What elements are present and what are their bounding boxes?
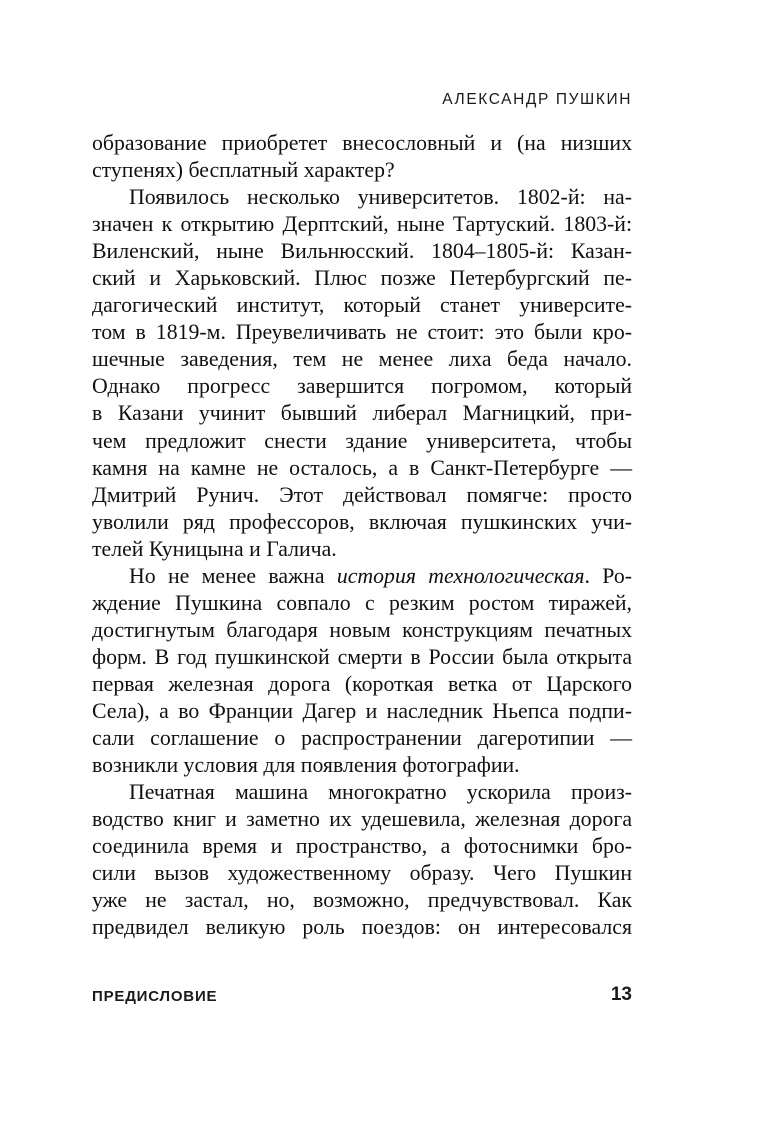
italic-emphasis: история технологическая	[336, 563, 585, 588]
text-line: ступенях) бесплатный характер?	[92, 158, 395, 183]
footer-section-title: ПРЕДИСЛОВИЕ	[92, 988, 218, 1005]
text-line: сили вызов художественному образу. Чего Пушкин	[92, 861, 632, 886]
page-number: 13	[610, 984, 632, 1005]
text-line: сали соглашение о распространении дагеротипии —	[92, 726, 632, 751]
text-line: Появилось несколько университетов. 1802-й: на-	[129, 185, 632, 210]
text-run: . Ро-	[584, 563, 632, 588]
text-line: том в 1819-м. Преувеличивать не стоит: это были кро-	[92, 320, 632, 345]
text-line: чем предложит снести здание университета, чтобы	[92, 428, 632, 453]
text-line: Виленский, ныне Вильнюсский. 1804–1805-й: Казан-	[92, 239, 632, 264]
body-text	[92, 130, 632, 941]
text-line: Дмитрий Рунич. Этот действовал помягче: просто	[92, 482, 632, 507]
text-line: ский и Харьковский. Плюс позже Петербургский пе-	[92, 266, 632, 291]
text-line: шечные заведения, тем не менее лиха беда начало.	[92, 347, 632, 372]
text-line: форм. В год пушкинской смерти в России была открыта	[92, 644, 632, 669]
text-line: образование приобретет внесословный и (на низших	[92, 131, 632, 155]
text-line: значен к открытию Дерптский, ныне Тартуский. 1803-й:	[92, 212, 632, 237]
text-line: телей Куницына и Галича.	[92, 536, 337, 561]
text-line: водство книг и заметно их удешевила, железная дорога	[92, 807, 632, 832]
text-line: первая железная дорога (короткая ветка от Царского	[92, 671, 632, 696]
text-line: уволили ряд профессоров, включая пушкинских учи-	[92, 509, 632, 534]
paragraph-1	[92, 130, 632, 184]
text-line: Печатная машина многократно ускорила произ-	[129, 780, 632, 805]
text-run: Но не менее важна	[129, 563, 337, 588]
text-line: дагогический институт, который станет университе-	[92, 293, 632, 318]
text-line: Однако прогресс завершится погромом, который	[92, 374, 632, 399]
paragraph-3	[92, 563, 632, 779]
text-line: в Казани учинит бывший либерал Магницкий, при-	[92, 401, 632, 426]
text-line	[92, 563, 632, 590]
text-line: уже не застал, но, возможно, предчувствовал. Как	[92, 888, 632, 913]
text-line: возникли условия для появления фотографии.	[92, 753, 520, 778]
text-line: камня на камне не осталось, а в Санкт-Петербурге —	[92, 455, 632, 480]
running-head: АЛЕКСАНДР ПУШКИН	[442, 91, 632, 108]
text-line: ждение Пушкина совпало с резким ростом тиражей,	[92, 590, 632, 615]
text-line: Села), а во Франции Дагер и наследник Ньепса подпи-	[92, 698, 632, 723]
text-line: достигнутым благодаря новым конструкциям печатных	[92, 617, 632, 642]
text-line: предвидел великую роль поездов: он интересовался	[92, 915, 632, 940]
paragraph-2	[92, 184, 632, 563]
paragraph-4	[92, 779, 632, 941]
text-line: соединила время и пространство, а фотоснимки бро-	[92, 834, 632, 859]
